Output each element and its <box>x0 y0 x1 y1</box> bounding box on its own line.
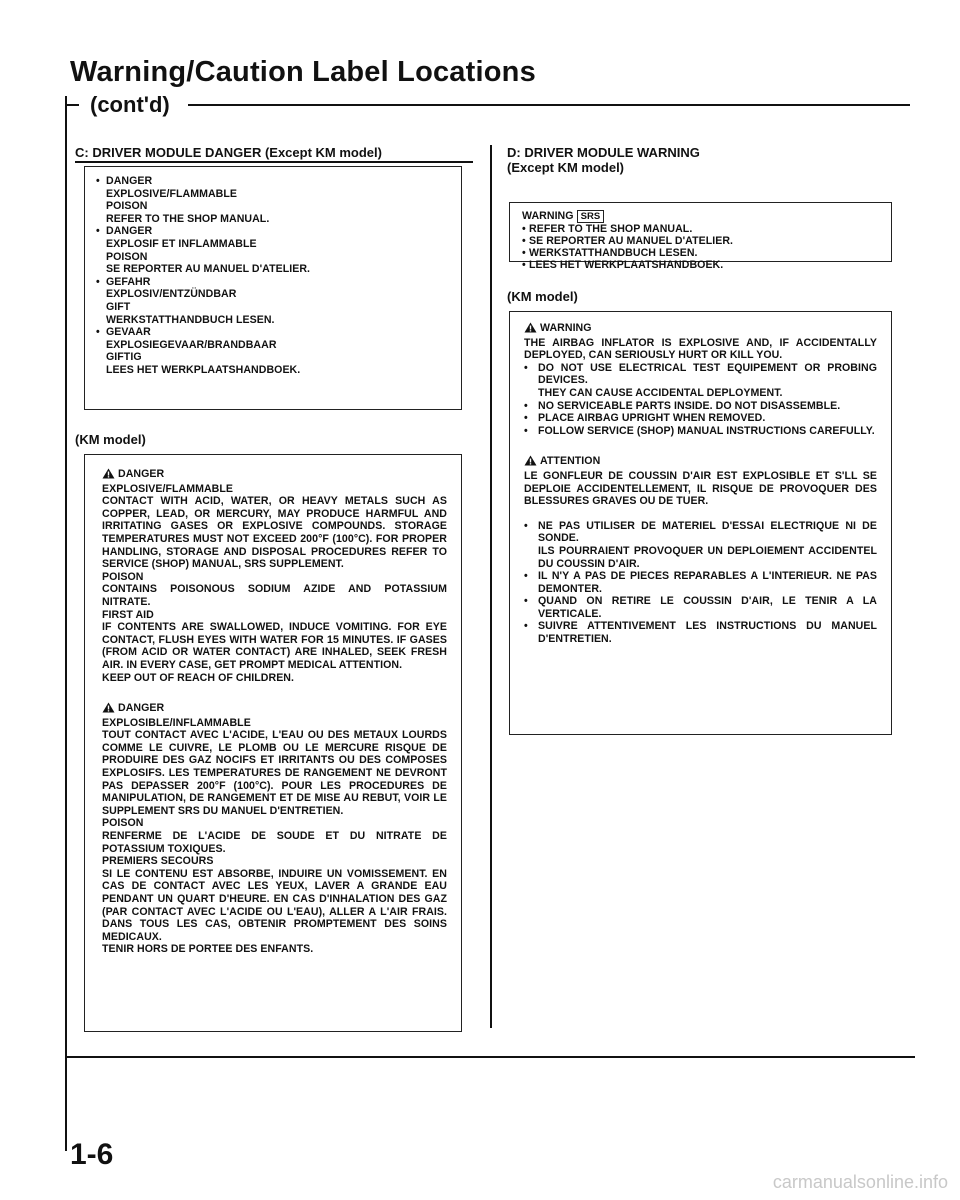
label-line <box>522 247 883 259</box>
bullet-icon: • <box>522 223 526 235</box>
bullet-body <box>538 425 877 438</box>
page-number: 1-6 <box>70 1138 114 1171</box>
section-d-label <box>509 202 892 271</box>
bullet-item <box>524 425 877 438</box>
bullet-icon: • <box>524 424 528 437</box>
bullet-body <box>538 595 877 620</box>
footer-rule <box>65 1056 915 1058</box>
danger-body-fr <box>102 717 447 956</box>
bullet-item <box>524 595 877 620</box>
indent <box>96 339 106 352</box>
label-line-text: GIFTIG <box>106 351 142 364</box>
label-line <box>96 225 451 238</box>
label-line-text: DANGER <box>106 225 153 238</box>
bullet-item <box>524 570 877 595</box>
section-c-km-label <box>84 454 462 1032</box>
label-line <box>96 276 451 289</box>
warning-word: WARNING <box>522 210 574 222</box>
label-line-text: SE REPORTER AU MANUEL D'ATELIER. <box>106 263 311 276</box>
bullet-text: QUAND ON RETIRE LE COUSSIN D'AIR, LE TENIR A LA VERTICALE. <box>538 595 877 620</box>
attention-heading-fr <box>524 455 877 470</box>
danger-body-en <box>102 483 447 685</box>
label-paragraph: SI LE CONTENU EST ABSORBE, INDUIRE UN VOMISSEMENT. EN CAS DE CONTACT AVEC LES YEUX, LAVER A GRANDE EAU PENDANT UN QUART D'HEURE. EN CAS D'INHALATION DES GAZ (PAR CONTACT AVEC L'ACIDE OU L'EAU), ALLER A L'AIR FRAIS. DANS TOUS LES CAS, OBTENIR PROMPTEMENT DES SOINS MEDICAUX. <box>102 867 447 943</box>
warning-triangle-icon <box>524 455 537 470</box>
label-line <box>522 223 883 235</box>
indent <box>96 314 106 327</box>
label-line <box>96 301 451 314</box>
warning-bullets-en <box>524 362 877 438</box>
danger-title-fr: DANGER <box>118 702 165 715</box>
label-line-text: POISON <box>106 200 148 213</box>
bullet-text: IL N'Y A PAS DE PIECES REPARABLES A L'INTERIEUR. NE PAS DEMONTER. <box>538 570 877 595</box>
bullet-subtext: THEY CAN CAUSE ACCIDENTAL DEPLOYMENT. <box>538 386 783 399</box>
label-line-text: WERKSTATTHANDBUCH LESEN. <box>106 313 275 326</box>
bullet-text: SUIVRE ATTENTIVEMENT LES INSTRUCTIONS DU MANUEL D'ENTRETIEN. <box>538 620 877 646</box>
section-c-label-lines <box>96 175 451 377</box>
label-line-text: GEVAAR <box>106 326 151 339</box>
label-line-text: LEES HET WERKPLAATSHANDBOEK. <box>529 259 724 271</box>
column-divider <box>490 145 492 1028</box>
bullet-icon: • <box>96 326 100 339</box>
bullet-item <box>524 400 877 413</box>
section-d-label-lines <box>522 223 883 271</box>
indent <box>96 364 106 377</box>
section-c-label <box>84 166 462 410</box>
indent <box>96 188 106 201</box>
bullet-body <box>538 412 877 425</box>
label-line <box>96 238 451 251</box>
label-paragraph: EXPLOSIVE/FLAMMABLE <box>102 482 234 495</box>
warning-title-en: WARNING <box>540 322 592 334</box>
section-d-km-heading: (KM model) <box>507 289 578 304</box>
label-paragraph: POISON <box>102 570 144 583</box>
bullet-text: NE PAS UTILISER DE MATERIEL D'ESSAI ELECTRIQUE NI DE SONDE. <box>538 519 877 545</box>
danger-heading-fr <box>102 702 447 717</box>
watermark: carmanualsonline.info <box>772 1172 948 1192</box>
bullet-item <box>524 520 877 570</box>
bullet-text: DO NOT USE ELECTRICAL TEST EQUIPEMENT OR PROBING DEVICES. <box>538 361 877 387</box>
label-paragraph: KEEP OUT OF REACH OF CHILDREN. <box>102 671 295 684</box>
label-paragraph: PREMIERS SECOURS <box>102 855 214 868</box>
label-paragraph: EXPLOSIBLE/INFLAMMABLE <box>102 716 251 729</box>
section-d-heading <box>507 145 700 175</box>
bullet-icon: • <box>524 519 528 532</box>
bullet-body <box>538 362 877 400</box>
label-line <box>96 351 451 364</box>
warning-heading-en <box>524 322 877 337</box>
label-line <box>96 314 451 327</box>
label-line-text: REFER TO THE SHOP MANUAL. <box>529 223 693 235</box>
bullet-body <box>538 400 877 413</box>
label-line-text: GIFT <box>106 300 131 313</box>
label-line <box>96 364 451 377</box>
page-title: Warning/Caution Label Locations <box>70 56 536 88</box>
warning-intro-en: THE AIRBAG INFLATOR IS EXPLOSIVE AND, IF ACCIDENTALLY DEPLOYED, CAN SERIOUSLY HURT OR KILL YOU. <box>524 336 877 362</box>
bullet-text: FOLLOW SERVICE (SHOP) MANUAL INSTRUCTIONS CAREFULLY. <box>538 424 875 437</box>
label-line-text: LEES HET WERKPLAATSHANDBOEK. <box>106 363 301 376</box>
label-line-text: EXPLOSIVE/FLAMMABLE <box>106 187 238 200</box>
bullet-text: PLACE AIRBAG UPRIGHT WHEN REMOVED. <box>538 412 766 425</box>
warning-triangle-icon <box>524 322 537 337</box>
label-line <box>96 200 451 213</box>
srs-badge: SRS <box>577 210 605 223</box>
section-c-heading: C: DRIVER MODULE DANGER (Except KM model) <box>75 145 382 160</box>
label-line <box>96 339 451 352</box>
bullet-subtext: ILS POURRAIENT PROVOQUER UN DEPLOIEMENT ACCIDENTEL DU COUSSIN D'AIR. <box>538 544 877 570</box>
bullet-body <box>538 620 877 645</box>
label-paragraph: IF CONTENTS ARE SWALLOWED, INDUCE VOMITING. FOR EYE CONTACT, FLUSH EYES WITH WATER FOR 15 MINUTES. IF GASES (FROM ACID OR WATER CONTACT) ARE INHALED, SEEK FRESH AIR. IN EVERY CASE, GET PROMPT MEDICAL ATTENTION. <box>102 621 447 671</box>
danger-title-en: DANGER <box>118 468 165 480</box>
bullet-icon: • <box>524 361 528 374</box>
label-line-text: DANGER <box>106 175 153 187</box>
page-subtitle: (cont'd) <box>90 92 170 117</box>
label-line <box>96 288 451 301</box>
indent <box>96 301 106 314</box>
label-line-text: EXPLOSIF ET INFLAMMABLE <box>106 237 257 250</box>
label-line-text: POISON <box>106 250 148 263</box>
bullet-icon: • <box>96 175 100 187</box>
danger-heading-en <box>102 468 447 483</box>
header-rule <box>188 104 910 106</box>
section-c-km-heading: (KM model) <box>75 432 146 447</box>
bullet-icon: • <box>522 235 526 247</box>
bullet-icon: • <box>522 247 526 259</box>
header-left-stub <box>65 104 79 106</box>
attention-intro-fr: LE GONFLEUR DE COUSSIN D'AIR EST EXPLOSIBLE ET S'LL SE DEPLOIE ACCIDENTELLEMENT, IL RISQUE DE PROVOQUER DES BLESSURES GRAVES OU DE TUER. <box>524 469 877 508</box>
label-line-text: EXPLOSIV/ENTZÜNDBAR <box>106 288 237 301</box>
indent <box>96 238 106 251</box>
header-left-tick <box>65 96 67 1151</box>
indent <box>96 213 106 226</box>
label-line <box>96 188 451 201</box>
warning-triangle-icon <box>102 702 115 717</box>
label-line <box>522 259 883 271</box>
indent <box>96 288 106 301</box>
bullet-icon: • <box>524 595 528 608</box>
label-paragraph: TOUT CONTACT AVEC L'ACIDE, L'EAU OU DES METAUX LOURDS COMME LE CUIVRE, LE PLOMB OU LE MERCURE RISQUE DE PRODUIRE DES GAZ NOCIFS ET IRRITANTS OU DES COMPOSES EXPLOSIFS. LES TEMPERATURES DE RANGEMENT NE DEVRONT PAS DEPASSER 200°F (100°C). POUR LES PROCEDURES DE MANIPULATION, DE RANGEMENT ET DE MISE AU REBUT, VOIR LE SUPPLEMENT SRS DU MANUEL D'ENTRETIEN. <box>102 729 447 817</box>
bullet-icon: • <box>96 225 100 238</box>
warning-triangle-icon <box>102 468 115 483</box>
section-c-heading-rule <box>75 161 473 163</box>
indent <box>96 263 106 276</box>
label-line <box>96 326 451 339</box>
label-line-text: EXPLOSIEGEVAAR/BRANDBAAR <box>106 338 277 351</box>
indent <box>96 351 106 364</box>
bullet-icon: • <box>522 259 526 271</box>
label-line-text: SE REPORTER AU MANUEL D'ATELIER. <box>529 235 734 247</box>
section-d-warning-line <box>522 210 883 223</box>
label-line-text: REFER TO THE SHOP MANUAL. <box>106 212 270 225</box>
bullet-body <box>538 570 877 595</box>
label-paragraph: CONTACT WITH ACID, WATER, OR HEAVY METALS SUCH AS COPPER, LEAD, OR MERCURY, MAY PRODUCE HARMFUL AND IRRITATING GASES OR EXPLOSIVE COMPOUNDS. STORAGE TEMPERATURES MUST NOT EXCEED 200°F (100°C). FOR PROPER HANDLING, STORAGE AND DISPOSAL PROCEDURES REFER TO SERVICE (SHOP) MANUAL, SRS SUPPLEMENT. <box>102 495 447 571</box>
attention-bullets-fr <box>524 520 877 646</box>
bullet-body <box>538 520 877 570</box>
label-line <box>522 235 883 247</box>
bullet-item <box>524 620 877 645</box>
label-line <box>96 175 451 188</box>
label-line <box>96 251 451 264</box>
bullet-item <box>524 362 877 400</box>
indent <box>96 251 106 264</box>
bullet-item <box>524 412 877 425</box>
bullet-icon: • <box>96 275 100 288</box>
indent <box>96 200 106 213</box>
bullet-text: NO SERVICEABLE PARTS INSIDE. DO NOT DISASSEMBLE. <box>538 399 841 412</box>
bullet-icon: • <box>524 399 528 412</box>
label-line-text: GEFAHR <box>106 275 151 288</box>
section-d-heading-line2: (Except KM model) <box>507 160 625 175</box>
bullet-icon: • <box>524 620 528 633</box>
label-line <box>96 213 451 226</box>
label-paragraph: CONTAINS POISONOUS SODIUM AZIDE AND POTASSIUM NITRATE. <box>102 583 447 608</box>
label-paragraph: RENFERME DE L'ACIDE DE SOUDE ET DU NITRATE DE POTASSIUM TOXIQUES. <box>102 830 447 855</box>
section-d-heading-line1: D: DRIVER MODULE WARNING <box>507 145 700 160</box>
bullet-icon: • <box>524 412 528 425</box>
label-paragraph: TENIR HORS DE PORTEE DES ENFANTS. <box>102 943 314 956</box>
label-paragraph: POISON <box>102 817 144 830</box>
attention-title-fr: ATTENTION <box>540 455 601 468</box>
label-line <box>96 263 451 276</box>
section-d-km-label <box>509 311 892 735</box>
bullet-icon: • <box>524 570 528 583</box>
label-paragraph: FIRST AID <box>102 608 154 621</box>
label-line-text: WERKSTATTHANDBUCH LESEN. <box>529 247 698 259</box>
